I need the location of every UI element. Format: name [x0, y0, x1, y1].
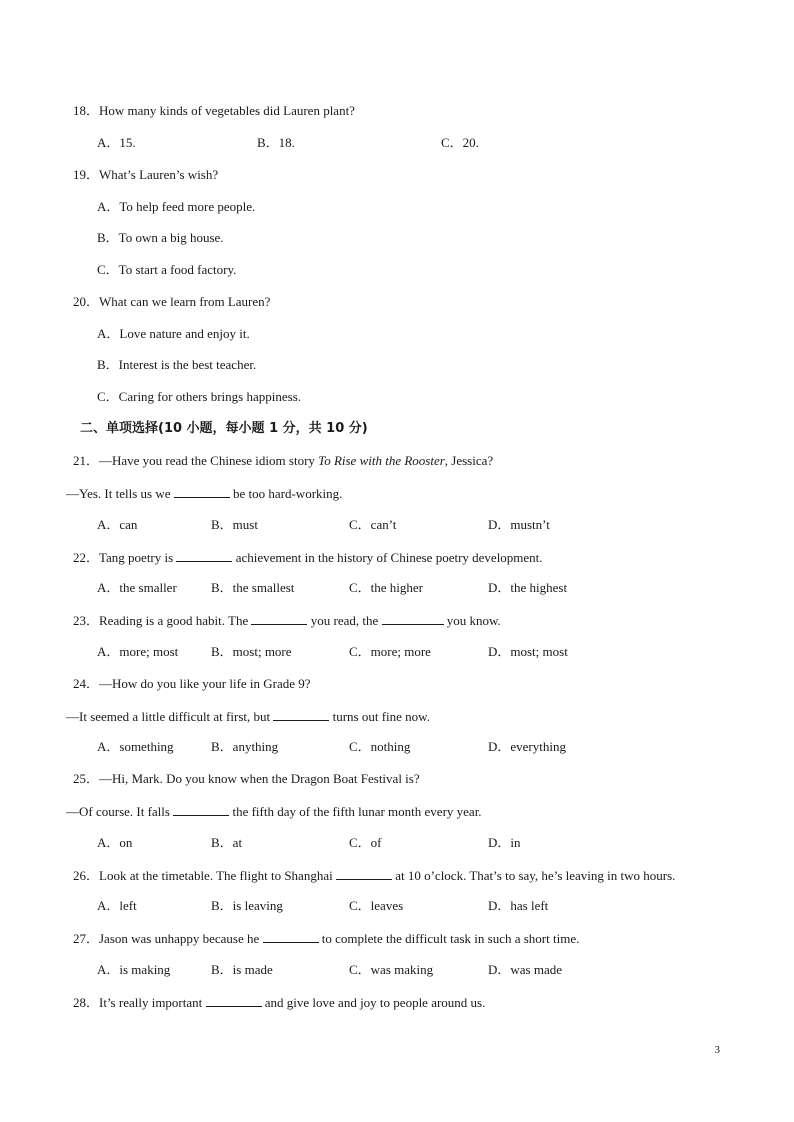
q25-option-b: B．at: [211, 835, 243, 850]
section-title: 二、单项选择(10 小题，每小题 1 分，共 10 分): [80, 421, 368, 436]
q24-reply-text-b: turns out fine now.: [329, 709, 430, 724]
question-23-stem: [73, 612, 501, 629]
q18-option-c: C．20.: [441, 135, 479, 150]
question-20-stem: 20．What can we learn from Lauren?: [73, 294, 271, 309]
q26-option-d: D．has left: [488, 898, 549, 913]
answer-blank: [176, 549, 232, 562]
answer-blank: [273, 708, 329, 721]
q24-option-d: D．everything: [488, 739, 566, 754]
q21-reply-text-a: —Yes. It tells us we: [66, 486, 174, 501]
q21-option-c: C．can’t: [349, 517, 397, 532]
q27-stem-text-b: to complete the difficult task in such a short time.: [318, 931, 580, 946]
answer-blank: [336, 867, 392, 880]
q21-reply-text-b: be too hard-working.: [229, 486, 343, 501]
question-22-stem: [73, 549, 543, 566]
q22-option-d: D．the highest: [488, 580, 568, 595]
question-26-stem: [73, 867, 675, 884]
q20-option-c: C．Caring for others brings happiness.: [97, 389, 302, 404]
question-19-stem: 19．What’s Lauren’s wish?: [73, 167, 219, 182]
q27-option-d: D．was made: [488, 962, 563, 977]
q24-option-b: B．anything: [211, 739, 279, 754]
q23-option-a: A．more; most: [97, 644, 179, 659]
q19-option-b: B．To own a big house.: [97, 230, 224, 245]
q25-option-a: A．on: [97, 835, 133, 850]
q21-option-b: B．must: [211, 517, 258, 532]
q22-option-c: C．the higher: [349, 580, 424, 595]
q23-stem-text-a: 23．Reading is a good habit. The: [73, 613, 252, 628]
q19-option-a: A．To help feed more people.: [97, 199, 256, 214]
q21-option-a: A．can: [97, 517, 138, 532]
q26-option-c: C．leaves: [349, 898, 404, 913]
q18-option-b: B．18.: [257, 135, 295, 150]
q21-stem-text-b: , Jessica?: [444, 453, 494, 468]
q26-option-a: A．left: [97, 898, 137, 913]
q22-stem-text-a: 22．Tang poetry is: [73, 550, 177, 565]
q24-option-a: A．something: [97, 739, 174, 754]
q21-stem-text-a: 21．—Have you read the Chinese idiom story: [73, 453, 319, 468]
q26-option-b: B．is leaving: [211, 898, 283, 913]
q22-stem-text-b: achievement in the history of Chinese poetry development.: [232, 550, 543, 565]
question-25-reply: [66, 803, 482, 820]
q20-option-a: A．Love nature and enjoy it.: [97, 326, 250, 341]
q23-stem-text-c: you know.: [443, 613, 501, 628]
q25-option-d: D．in: [488, 835, 521, 850]
question-21-stem: [73, 453, 493, 469]
question-18-stem: 18．How many kinds of vegetables did Lauren plant?: [73, 103, 355, 118]
question-27-stem: [73, 930, 579, 947]
q28-stem-text-b: and give love and joy to people around us.: [261, 995, 486, 1010]
q21-option-d: D．mustn’t: [488, 517, 550, 532]
q25-reply-text-b: the fifth day of the fifth lunar month every year.: [229, 804, 482, 819]
page-number: 3: [714, 1044, 720, 1056]
answer-blank: [251, 612, 307, 625]
question-24-stem: 24．—How do you like your life in Grade 9?: [73, 676, 311, 691]
q22-option-a: A．the smaller: [97, 580, 177, 595]
q27-option-a: A．is making: [97, 962, 171, 977]
q23-option-d: D．most; most: [488, 644, 568, 659]
q23-option-b: B．most; more: [211, 644, 292, 659]
q19-option-c: C．To start a food factory.: [97, 262, 237, 277]
answer-blank: [173, 803, 229, 816]
q26-stem-text-b: at 10 o’clock. That’s to say, he’s leaving in two hours.: [391, 868, 676, 883]
q24-reply-text-a: —It seemed a little difficult at first, but: [66, 709, 274, 724]
answer-blank: [206, 994, 262, 1007]
q23-option-c: C．more; more: [349, 644, 431, 659]
q27-stem-text-a: 27．Jason was unhappy because he: [73, 931, 263, 946]
answer-blank: [382, 612, 444, 625]
q18-option-a: A．15.: [97, 135, 136, 150]
q23-stem-text-b: you read, the: [307, 613, 382, 628]
q25-option-c: C．of: [349, 835, 382, 850]
answer-blank: [263, 930, 319, 943]
q27-option-c: C．was making: [349, 962, 434, 977]
q22-option-b: B．the smallest: [211, 580, 295, 595]
q28-stem-text-a: 28．It’s really important: [73, 995, 206, 1010]
question-21-reply: [66, 485, 342, 502]
question-24-reply: [66, 708, 430, 725]
q20-option-b: B．Interest is the best teacher.: [97, 357, 257, 372]
q27-option-b: B．is made: [211, 962, 273, 977]
q26-stem-text-a: 26．Look at the timetable. The flight to Shanghai: [73, 868, 336, 883]
q21-idiom-title: To Rise with the Rooster: [318, 453, 445, 468]
question-28-stem: [73, 994, 485, 1011]
q25-reply-text-a: —Of course. It falls: [66, 804, 174, 819]
answer-blank: [174, 485, 230, 498]
q24-option-c: C．nothing: [349, 739, 411, 754]
question-25-stem: 25．—Hi, Mark. Do you know when the Dragon Boat Festival is?: [73, 771, 420, 786]
